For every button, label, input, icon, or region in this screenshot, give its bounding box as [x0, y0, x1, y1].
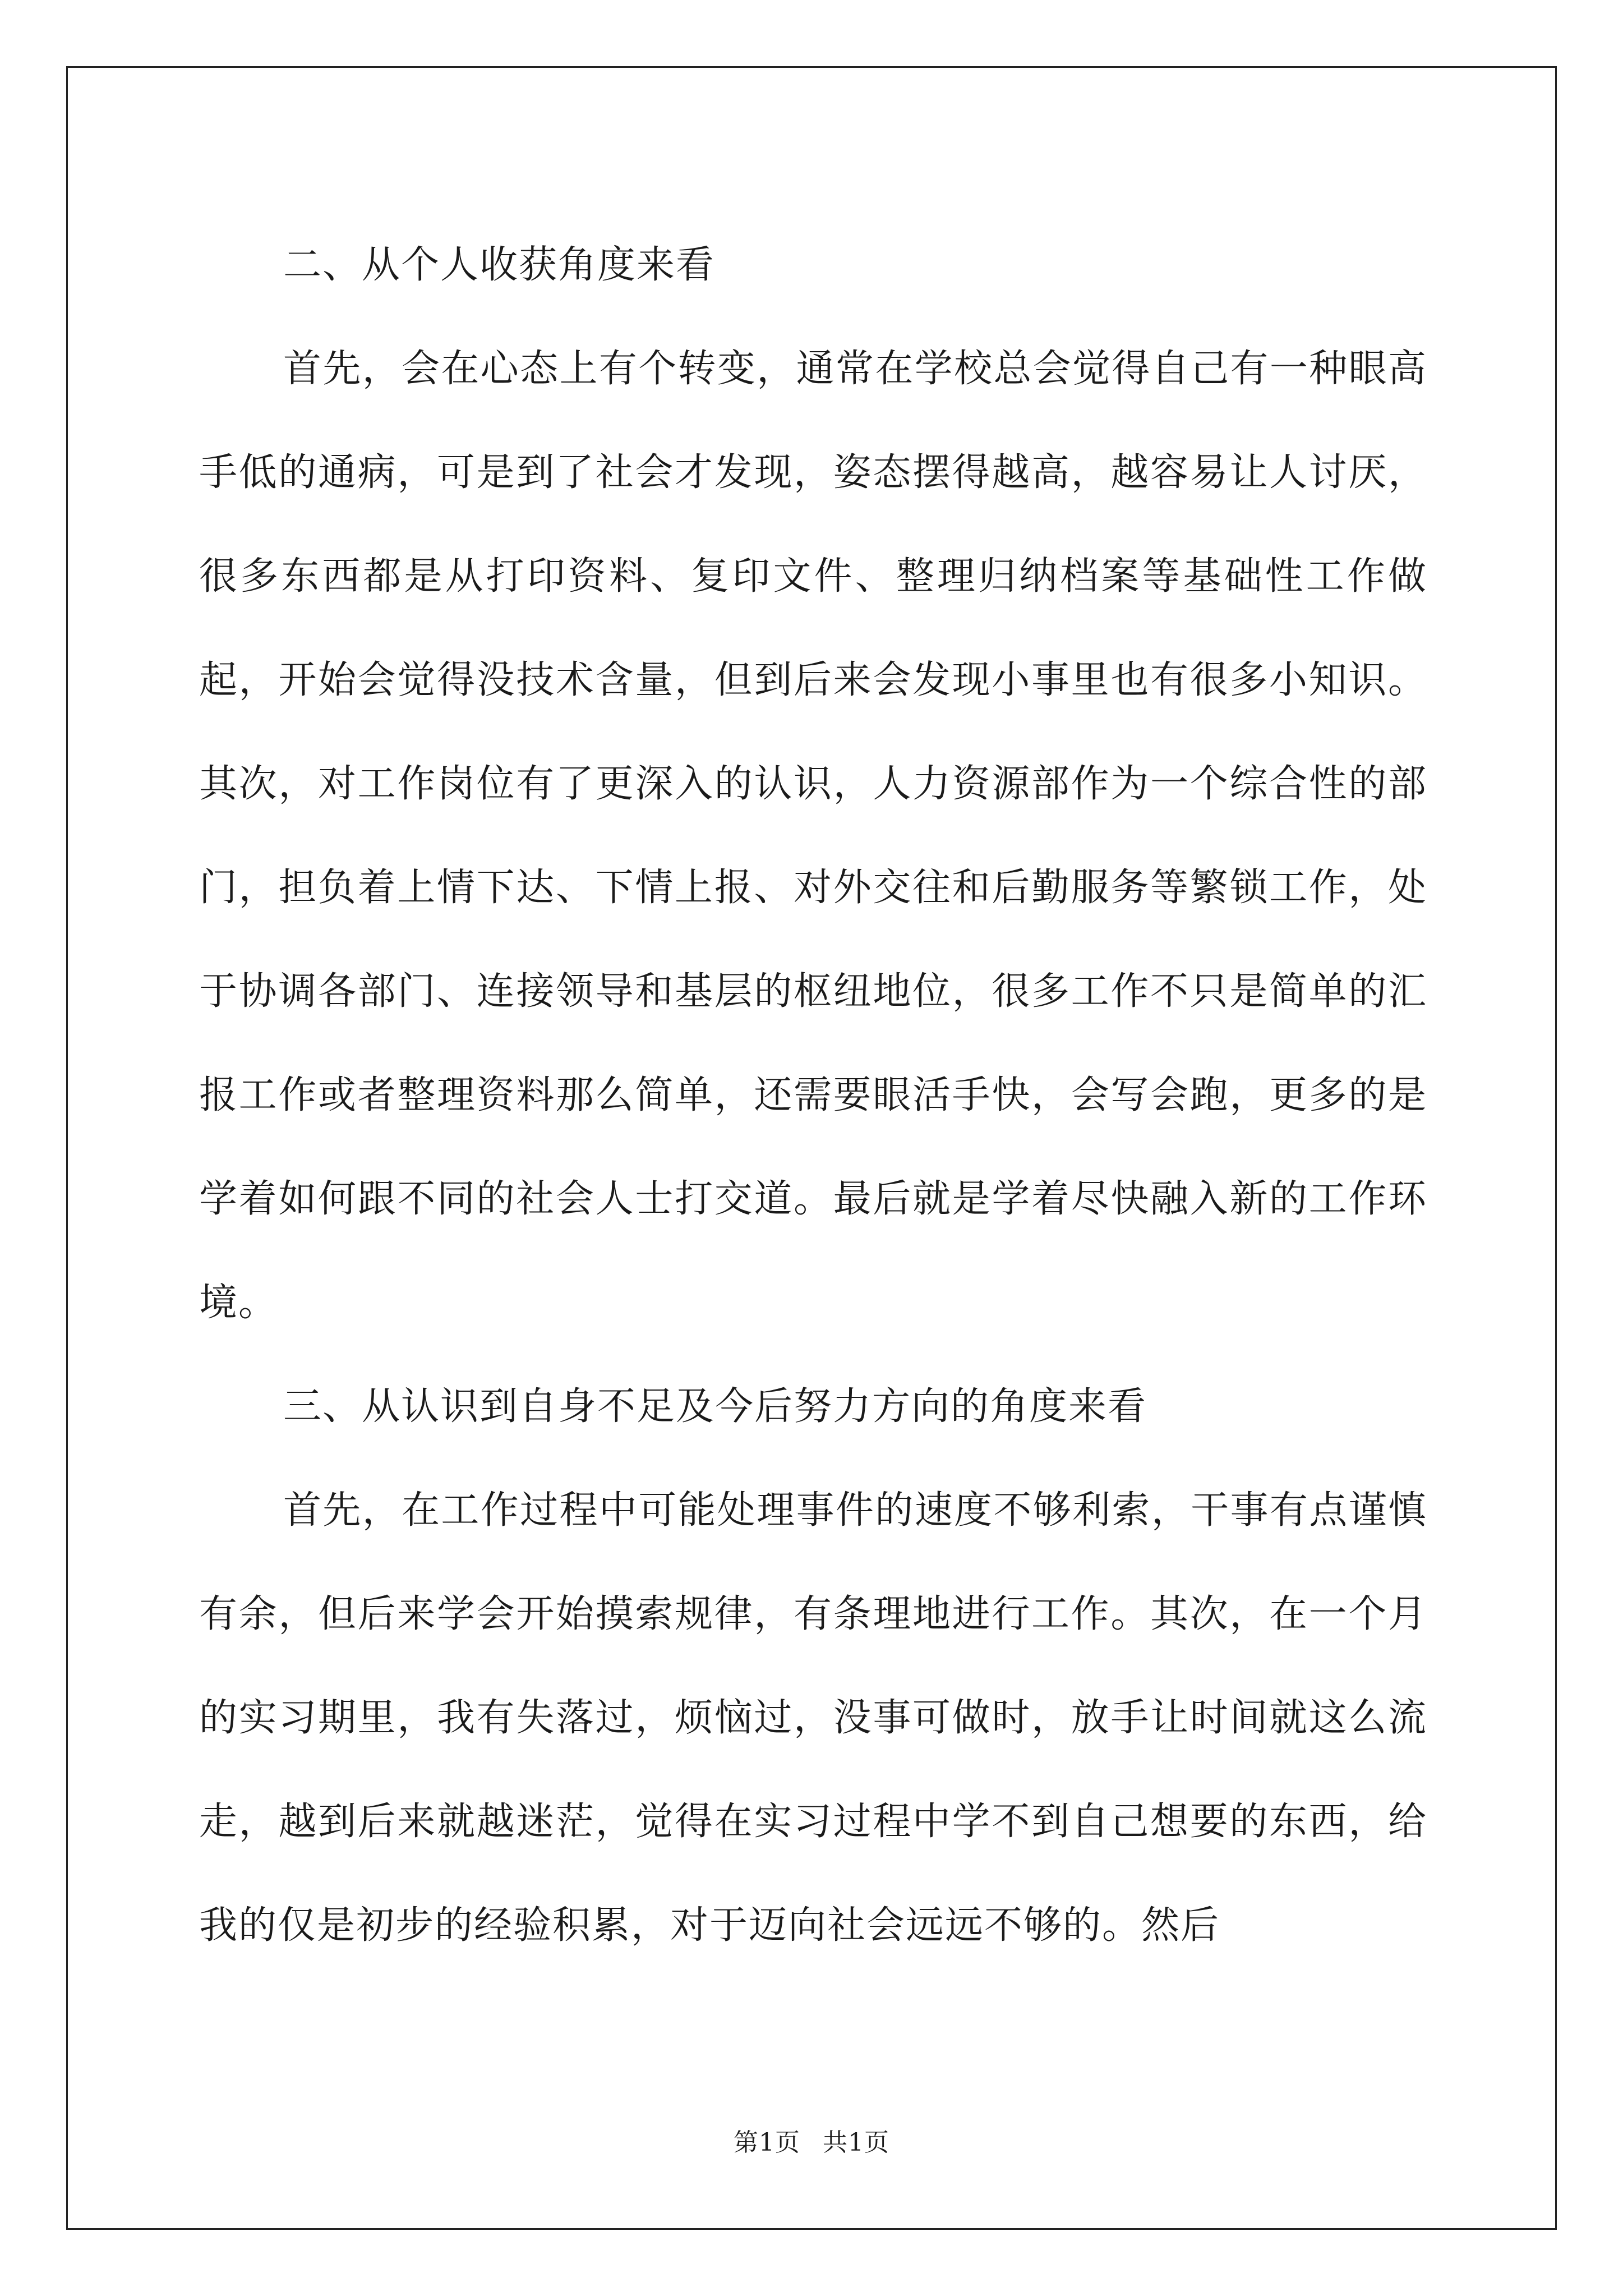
page-footer: [0, 2126, 1623, 2160]
paragraph-personal-gains: 首先，会在心态上有个转变，通常在学校总会觉得自己有一种眼高手低的通病，可是到了社会才发现，姿态摆得越高，越容易让人讨厌，很多东西都是从打印资料、复印文件、整理归纳档案等基础性工作做起，开始会觉得没技术含量，但到后来会发现小事里也有很多小知识。其次，对工作岗位有了更深入的认识，人力资源部作为一个综合性的部门，担负着上情下达、下情上报、对外交往和后勤服务等繁锁工作，处于协调各部门、连接领导和基层的枢纽地位，很多工作不只是简单的汇报工作或者整理资料那么简单，还需要眼活手快，会写会跑，更多的是学着如何跟不同的社会人士打交道。最后就是学着尽快融入新的工作环境。: [199, 347, 1427, 1325]
section-heading-personal-gains: 二、从个人收获角度来看: [283, 243, 716, 287]
page-total: 共1页: [823, 2128, 889, 2157]
section-heading-shortcomings: 三、从认识到自身不足及今后努力方向的角度来看: [283, 1384, 1147, 1429]
paragraph-shortcomings: 首先，在工作过程中可能处理事件的速度不够利索，干事有点谨慎有余，但后来学会开始摸索规律，有条理地进行工作。其次，在一个月的实习期里，我有失落过，烦恼过，没事可做时，放手让时间就这么流走，越到后来就越迷茫，觉得在实习过程中学不到自己想要的东西，给我的仅是初步的经验积累，对于迈向社会远远不够的。然后: [199, 1488, 1427, 1948]
document-body: [199, 213, 1427, 1977]
page-number: 第1页: [734, 2128, 800, 2157]
